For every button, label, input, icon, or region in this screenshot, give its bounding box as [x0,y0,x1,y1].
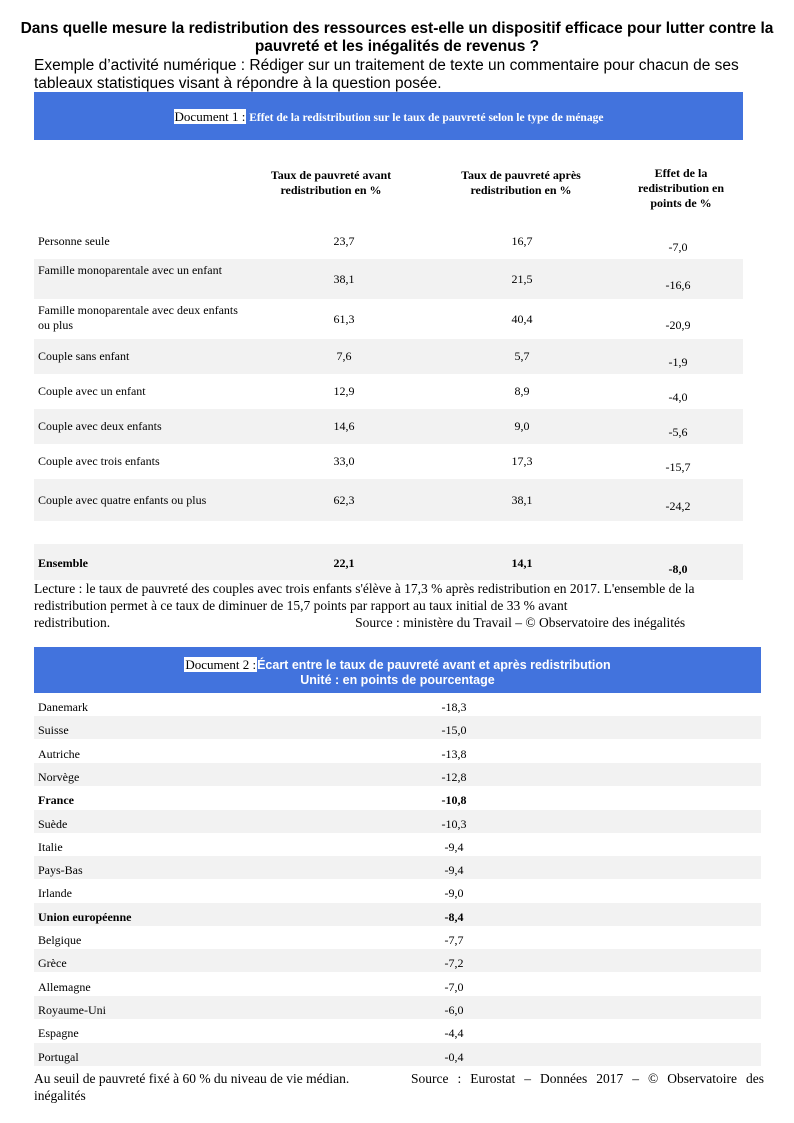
table-row [34,224,743,259]
gap-value: -4,4 [444,1026,464,1041]
doc1-reading-note [34,580,734,631]
rate-after: 38,1 [511,493,533,507]
country-name: France [38,793,74,808]
gap-value: -18,3 [441,700,467,714]
lecture-text: Lecture : le taux de pauvreté des couples avec trois enfants s'élève à 17,3 % après redistribution en 2017. L'ensemble de la redistribution permet à ce taux de diminuer de 15,7 points par rapport au taux initial de 33 % avant redistribution. [34,581,695,630]
gap-value: -10,8 [441,793,467,808]
country-name: Pays-Bas [38,863,83,878]
rate-after: 40,4 [511,312,533,326]
total-after: 14,1 [511,556,533,570]
doc2-title: Écart entre le taux de pauvreté avant et après redistribution [257,658,611,672]
table-row [34,299,743,339]
table-row [34,903,761,926]
redistribution-effect: -15,7 [665,460,691,474]
rate-before: 61,3 [333,312,355,326]
activity-instruction: Exemple d’activité numérique : Rédiger sur un traitement de texte un commentaire pour chacun de ses tableaux statistiques visant à répondre à la question posée. [34,57,739,92]
table-row [34,949,761,972]
rate-before: 23,7 [333,234,355,248]
country-name: Suisse [38,723,69,738]
gap-value: -7,2 [444,956,464,971]
table-row [34,926,761,949]
household-type: Famille monoparentale avec deux enfants ou plus [38,303,238,332]
rate-after: 17,3 [511,454,533,468]
gap-value: -7,7 [444,933,464,947]
total-row [34,544,743,580]
gap-value: -10,3 [441,816,467,831]
total-before: 22,1 [333,556,355,570]
doc2-label: Document 2 : [185,657,257,672]
doc2-footer [34,1070,764,1104]
household-type: Couple avec quatre enfants ou plus [38,493,207,507]
country-name: Danemark [38,700,88,714]
gap-value: -9,0 [444,886,464,901]
rate-before: 33,0 [333,454,355,468]
doc1-banner [34,92,743,140]
country-name: Espagne [38,1026,79,1041]
doc2-source-cont: inégalités [34,1088,86,1103]
country-name: Portugal [38,1049,79,1064]
household-type: Couple avec trois enfants [38,454,160,468]
country-name: Belgique [38,933,82,947]
household-type: Personne seule [38,234,110,248]
doc2-note: Au seuil de pauvreté fixé à 60 % du niveau de vie médian. [34,1071,350,1086]
redistribution-effect: -5,6 [668,425,688,439]
redistribution-effect: -4,0 [668,390,688,404]
table-row [34,1019,761,1042]
doc2-banner [34,647,761,693]
country-name: Irlande [38,886,72,901]
doc1-label: Document 1 : [174,109,246,124]
redistribution-effect: -20,9 [665,318,691,332]
rate-before: 12,9 [333,384,355,398]
table-row [34,716,761,739]
country-name: Allemagne [38,979,91,994]
table-row [34,1043,761,1066]
country-name: Norvège [38,769,80,784]
rate-before: 14,6 [333,419,355,433]
country-name: Grèce [38,956,67,971]
table-row [34,833,761,856]
doc1-title: Effet de la redistribution sur le taux de pauvreté selon le type de ménage [246,112,604,124]
gap-value: -15,0 [441,723,467,738]
table-row [34,856,761,879]
country-name: Royaume-Uni [38,1002,106,1017]
header-effect: Effet de la redistribution en points de % [637,166,725,210]
table-row [34,763,761,786]
total-effect: -8,0 [668,562,688,576]
gap-value: -0,4 [444,1049,464,1064]
household-type: Couple sans enfant [38,349,130,363]
country-name: Italie [38,839,63,854]
table-row [34,973,761,996]
redistribution-effect: -7,0 [668,240,688,254]
rate-before: 38,1 [333,272,355,286]
doc2-unit: Unité : en points de pourcentage [300,673,495,687]
redistribution-effect: -24,2 [665,499,691,513]
country-name: Autriche [38,746,80,761]
table-row [34,374,743,409]
rate-after: 16,7 [511,234,533,248]
household-type: Famille monoparentale avec un enfant [38,263,222,277]
gap-value: -12,8 [441,769,467,784]
table-row [34,339,743,374]
doc2-source: Source : Eurostat – Données 2017 – © Observatoire des [411,1071,764,1086]
gap-value: -9,4 [444,863,464,878]
rate-before: 7,6 [336,349,352,363]
rate-after: 21,5 [511,272,533,286]
table-row [34,259,743,299]
table-row [34,786,761,809]
country-name: Suède [38,816,68,831]
doc1-source: Source : ministère du Travail – © Observatoire des inégalités [355,615,686,630]
header-after: Taux de pauvreté après redistribution en % [461,168,581,197]
rate-after: 5,7 [514,349,530,363]
header-before: Taux de pauvreté avant redistribution en % [270,168,392,197]
table-row [34,693,761,716]
table-row [34,479,743,521]
table-row [34,740,761,763]
household-type: Couple avec un enfant [38,384,146,398]
redistribution-effect: -16,6 [665,278,691,292]
gap-value: -13,8 [441,746,467,761]
table-row [34,409,743,444]
table-row [34,810,761,833]
country-name: Union européenne [38,909,132,924]
rate-before: 62,3 [333,493,355,507]
gap-value: -6,0 [444,1002,464,1017]
rate-after: 8,9 [514,384,530,398]
household-type: Couple avec deux enfants [38,419,162,433]
table-row [34,996,761,1019]
rate-after: 9,0 [514,419,530,433]
gap-value: -9,4 [444,839,464,854]
table-row [34,879,761,902]
gap-value: -7,0 [444,979,464,994]
table-row [34,444,743,479]
total-label: Ensemble [38,556,89,570]
redistribution-effect: -1,9 [668,355,688,369]
gap-value: -8,4 [444,909,464,924]
page-title: Dans quelle mesure la redistribution des ressources est-elle un dispositif efficace pour lutter contre la pauvreté et les inégalités de revenus ? [20,20,774,55]
